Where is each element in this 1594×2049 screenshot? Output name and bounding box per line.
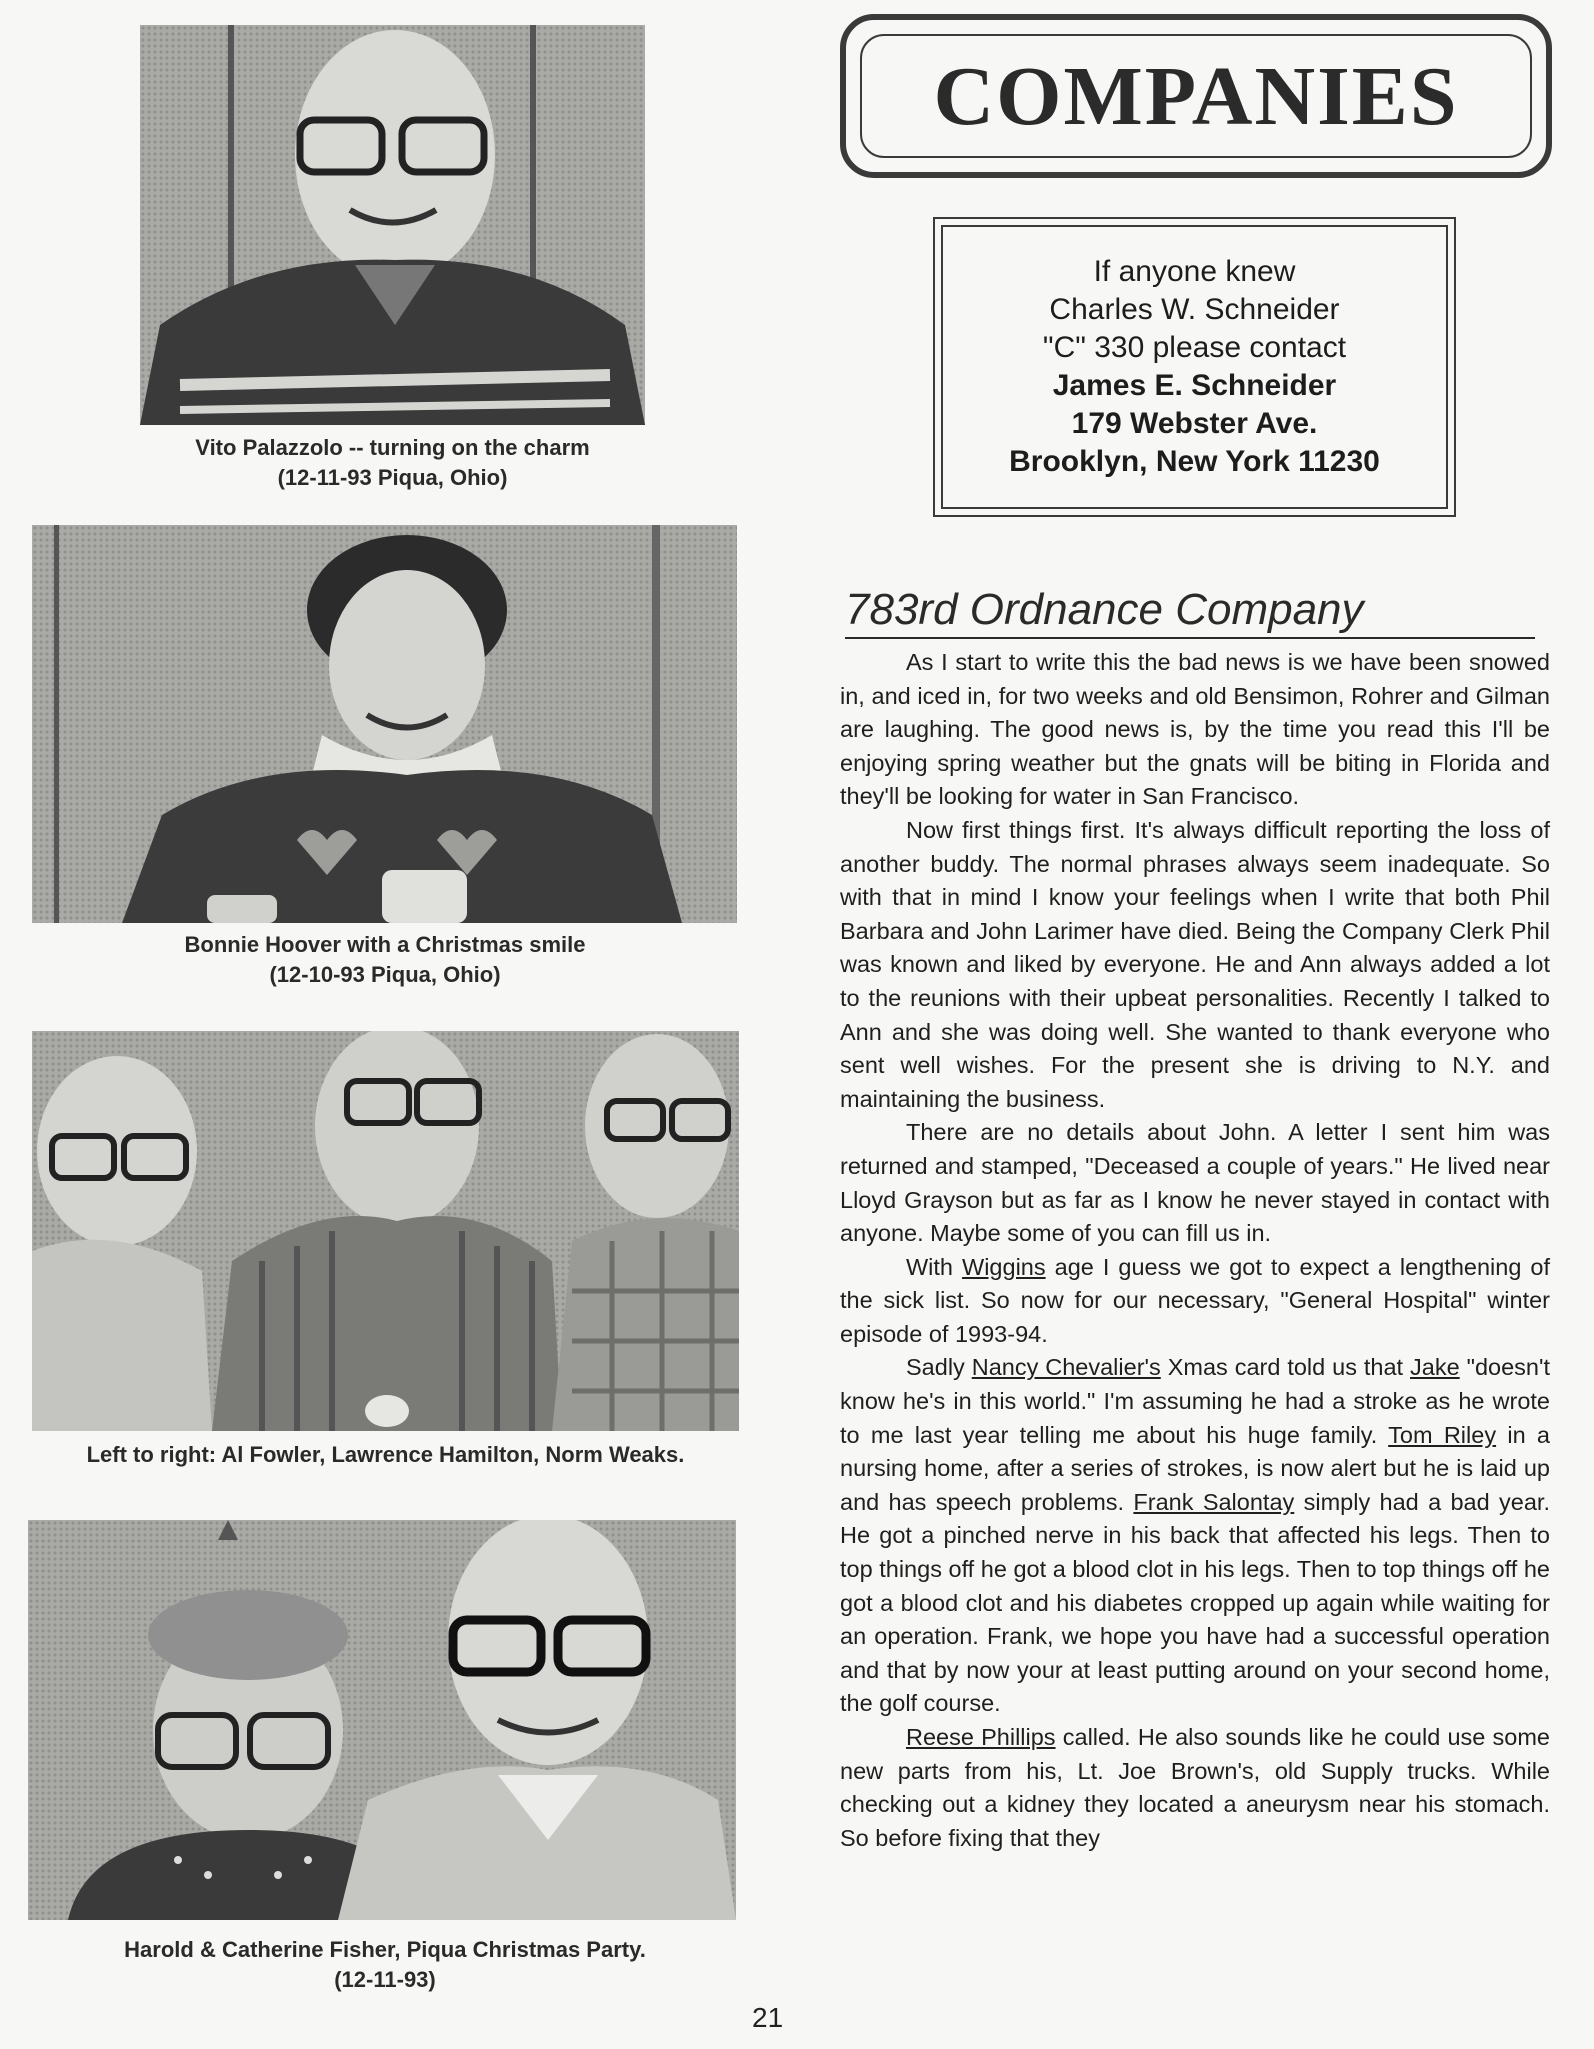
article-paragraph [840,1721,1550,1855]
article-paragraph: There are no details about John. A letter I sent him was returned and stamped, "Deceased a couple of years." He lived near Lloyd Grayson but as far as I know he never stayed in contact with anyone. Maybe some of you can fill us in. [840,1119,1550,1247]
contact-name: James E. Schneider [1052,369,1337,402]
section-title: COMPANIES [933,49,1459,143]
caption-line: Vito Palazzolo -- turning on the charm [195,435,590,460]
section-header-inner [860,34,1532,158]
photo-vito-palazzolo [140,25,645,425]
article-paragraph: As I start to write this the bad news is we have been snowed in, and iced in, for two weeks and old Bensimon, Rohrer and Gilman are laughing. The good news is, by the time you read this I'll be enjoying spring weather but the gnats will be biting in Florida and they'll be looking for water in San Francisco. [840,649,1550,810]
notice-line: "C" 330 please contact [1042,331,1347,364]
text-run: called. He also sounds like he could use some new parts from his, Lt. Joe Brown's, old Supply trucks. While checking out a kidney they located a aneurysm near his stomach. So before fixing that they [840,1724,1550,1851]
photo-caption-bonnie [85,930,685,990]
photo-vito-palazzolo-image [140,25,645,425]
article-paragraph [840,1251,1550,1352]
photo-caption-vito [120,433,665,493]
caption-line: (12-11-93 Piqua, Ohio) [277,465,508,490]
underlined-name: Tom Riley [1388,1421,1497,1448]
caption-line: Harold & Catherine Fisher, Piqua Christmas Party. [124,1937,646,1962]
underlined-name: Nancy Chevalier's [971,1354,1161,1381]
caption-line: (12-11-93) [334,1967,436,1992]
underlined-name: Reese Phillips [906,1724,1056,1750]
photo-fishers-image [28,1520,736,1920]
notice-line: If anyone knew [1093,255,1296,288]
photo-three-men-image [32,1031,739,1431]
contact-street: 179 Webster Ave. [1071,407,1318,440]
photo-fishers [28,1520,736,1920]
article-body [840,646,1550,1855]
photo-bonnie-hoover [32,525,737,923]
text-run: Xmas card told us that [1160,1354,1411,1381]
photo-bonnie-hoover-image [32,525,737,923]
notice-box [933,217,1456,517]
section-header [840,14,1552,178]
article-paragraph [840,1351,1550,1721]
caption-line: (12-10-93 Piqua, Ohio) [269,962,501,987]
contact-city: Brooklyn, New York 11230 [1009,445,1380,478]
underlined-name: Jake [1410,1354,1460,1381]
text-run: simply had a bad year. He got a pinched nerve in his back that affected his legs. Then to top things off he got a blood clot in his legs. Then to top things off he got a blood clot and his diabetes cropped up again while waiting for an operation. Frank, we hope you have had a successful operation and that by now your at least putting around on your second home, the golf course. [840,1488,1550,1717]
notice-line: Charles W. Schneider [1049,293,1340,326]
article-title: 783rd Ordnance Company [845,585,1535,639]
article-paragraph: Now first things first. It's always difficult reporting the loss of another buddy. The normal phrases always seem inadequate. So with that in mind I know your feelings when I write that both Phil Barbara and John Larimer have died. Being the Company Clerk Phil was known and liked by everyone. He and Ann always added a lot to the reunions with their upbeat personalities. Recently I talked to Ann and she was doing well. She wanted to thank everyone who sent well wishes. For the present she is driving to N.Y. and maintaining the business. [840,816,1550,1112]
page-number: 21 [752,2002,784,2033]
notice-inner [941,225,1448,509]
text-run: With [906,1253,963,1280]
photo-caption-fishers [40,1935,730,1995]
text-run: "doesn't know he's in this world." I'm assuming he had a stroke as he wrote to me last year telling me about his huge family. [840,1354,1550,1448]
caption-line: Left to right: Al Fowler, Lawrence Hamilton, Norm Weaks. [86,1442,685,1467]
photo-caption-three-men [32,1440,739,1470]
text-run: Sadly [906,1354,972,1381]
underlined-name: Wiggins [962,1253,1046,1280]
text-run: age I guess we got to expect a lengthening of the sick list. So now for our necessary, "General Hospital" winter episode of 1993-94. [840,1253,1551,1347]
text-run: in a nursing home, after a series of strokes, is now alert but he is laid up and has speech problems. [840,1421,1550,1515]
photo-three-men [32,1031,739,1431]
caption-line: Bonnie Hoover with a Christmas smile [184,932,586,957]
underlined-name: Frank Salontay [1133,1488,1295,1515]
